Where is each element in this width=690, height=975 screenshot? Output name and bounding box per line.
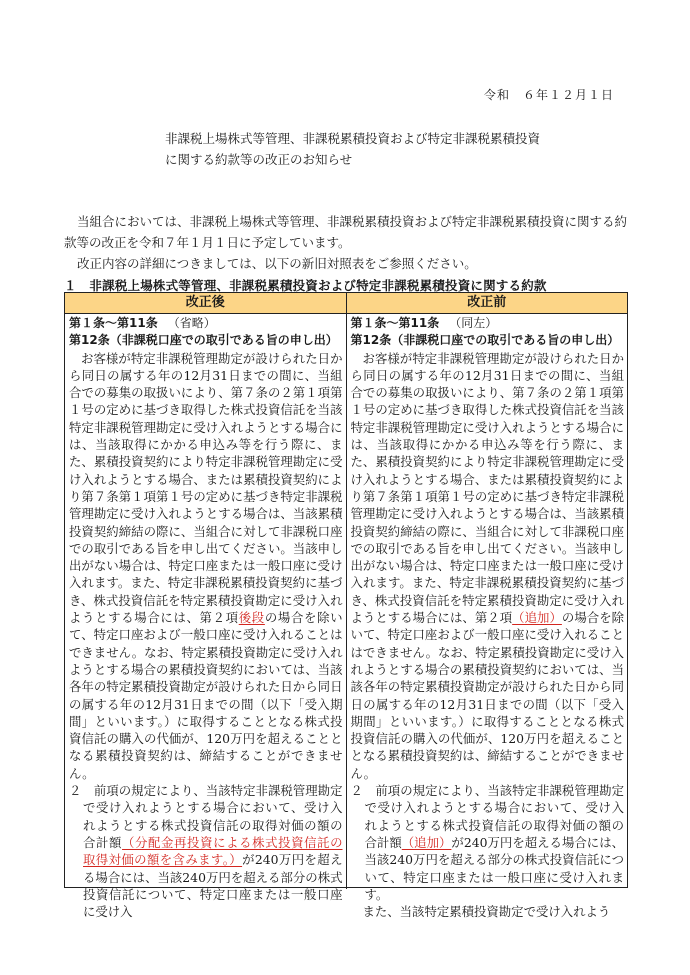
- revision-mark: （分配金再投資による株式投資信託の取得対価の額を含みます。）: [83, 834, 343, 868]
- paragraph-text: の場合を除いて、特定口座および一般口座に受け入れることはできません。なお、特定累積投資勘定に受け入れようとする場合の累積投資契約においては、当該各年の特定累積投資勘定が設けられた日から同日の属する年の12月31日までの間（以下「受入期間」といいます。）に取得することとなる株式投資信託の購入の代価が、120万円を超えることとなる累積投資契約は、締結することができません。: [350, 610, 625, 781]
- article-12-paragraph-1: [351, 350, 625, 782]
- paragraph-text: お客様が特定非課税管理勘定が設けられた日から同日の属する年の12月31日までの間に、当組合での募集の取扱いにより、第７条の２第１項第１号の定めに基づき取得した株式投資信託を当該特定非課税管理勘定に受け入れようとする場合には、当該取得にかかる申込み等を行う際に、また、累積投資契約により特定非課税管理勘定に受け入れようとする場合、または累積投資契約により第７条第１項第１号の定めに基づき特定非課税管理勘定に受け入れようとする場合は、当該累積投資契約締結の際に、当組合に対して非課税口座での取引である旨を申し出てください。当該申し出がない場合は、特定口座または一般口座に受け入れます。また、特定非課税累積投資契約に基づき、株式投資信託を特定累積投資勘定に受け入れようとする場合には、第２項: [69, 350, 343, 626]
- notice-title: [165, 128, 540, 170]
- article-1-11-heading: [69, 315, 343, 332]
- article-12-heading: 第12条（非課税口座での取引である旨の申し出）: [69, 333, 338, 348]
- article-1-11-heading: [351, 315, 625, 332]
- intro-paragraph-2: 改正内容の詳細につきましては、以下の新旧対照表をご参照ください。: [77, 256, 477, 271]
- comparison-table: [64, 292, 628, 920]
- column-before-revision: [346, 314, 628, 920]
- revision-mark: 後段: [238, 610, 265, 626]
- section-heading: １ 非課税上場株式等管理、非課税累積投資および特定非課税累積投資に関する約款: [64, 278, 547, 293]
- article-12-paragraph-1: [69, 350, 343, 782]
- article-12-paragraph-2: [69, 782, 343, 920]
- paragraph-text: 前項の規定により、当該特定非課税管理勘定で受け入れようとする場合において、受け入れようとする株式投資信託の取得対価の額の合計額: [364, 783, 625, 850]
- intro-text: [64, 211, 632, 274]
- article-12-paragraph-3: また、当該特定累積投資勘定で受け入れよう: [362, 904, 611, 920]
- intro-paragraph-1: 当組合においては、非課税上場株式等管理、非課税累積投資および特定非課税累積投資に関する約款等の改正を令和７年１月１日に予定しています。: [64, 214, 628, 250]
- paragraph-number: ２: [350, 783, 376, 799]
- revision-mark: （追加）: [401, 834, 452, 850]
- revision-mark: （追加）: [512, 610, 562, 626]
- table-body: [65, 314, 627, 920]
- article-range: 第１条～第11条: [69, 316, 158, 330]
- header-after-revision: 改正後: [65, 293, 346, 313]
- paragraph-number: ２: [69, 783, 94, 799]
- notice-date: 令和 ６年１２月１日: [483, 88, 614, 102]
- paragraph-text: が240万円を超える場合には、当該240万円を超える部分の株式投資信託について、特定口座または一般口座に受け入れます。: [364, 834, 625, 902]
- paragraph-text: が240万円を超える場合には、当該240万円を超える部分の株式投資信託について、特定口座または一般口座に受け入: [83, 852, 343, 920]
- table-header: [65, 293, 627, 314]
- article-12-paragraph-2: [351, 782, 625, 903]
- header-before-revision: 改正前: [346, 293, 628, 313]
- paragraph-text: の場合を除いて、特定口座および一般口座に受け入れることはできません。なお、特定累積投資勘定に受け入れようとする場合の累積投資契約においては、当該各年の特定累積投資勘定が設けられた日から同日の属する年の12月31日までの間（以下「受入期間」といいます。）に取得することとなる株式投資信託の購入の代価が、120万円を超えることとなる累積投資契約は、締結することができません。: [69, 610, 343, 781]
- column-after-revision: [65, 314, 346, 920]
- paragraph-text: お客様が特定非課税管理勘定が設けられた日から同日の属する年の12月31日までの間に、当組合での募集の取扱いにより、第７条の２第１項第１号の定めに基づき取得した株式投資信託を当該特定非課税管理勘定に受け入れようとする場合には、当該取得にかかる申込み等を行う際に、また、累積投資契約により特定非課税管理勘定に受け入れようとする場合、または累積投資契約により第７条第１項第１号の定めに基づき特定非課税管理勘定に受け入れようとする場合は、当該累積投資契約締結の際に、当組合に対して非課税口座での取引である旨を申し出てください。当該申し出がない場合は、特定口座または一般口座に受け入れます。また、特定非課税累積投資契約に基づき、株式投資信託を特定累積投資勘定に受け入れようとする場合には、第２項: [350, 350, 624, 626]
- title-line-2: に関する約款等の改正のお知らせ: [165, 152, 353, 167]
- article-note: （省略）: [167, 316, 216, 330]
- article-12-heading: 第12条（非課税口座での取引である旨の申し出）: [350, 333, 620, 348]
- article-range: 第１条～第11条: [350, 316, 440, 330]
- paragraph-text: 前項の規定により、当該特定非課税管理勘定で受け入れようとする場合において、受け入れようとする株式投資信託の取得対価の額の合計額: [83, 783, 343, 850]
- title-line-1: 非課税上場株式等管理、非課税累積投資および特定非課税累積投資: [165, 131, 541, 146]
- article-note: （同左）: [449, 316, 498, 330]
